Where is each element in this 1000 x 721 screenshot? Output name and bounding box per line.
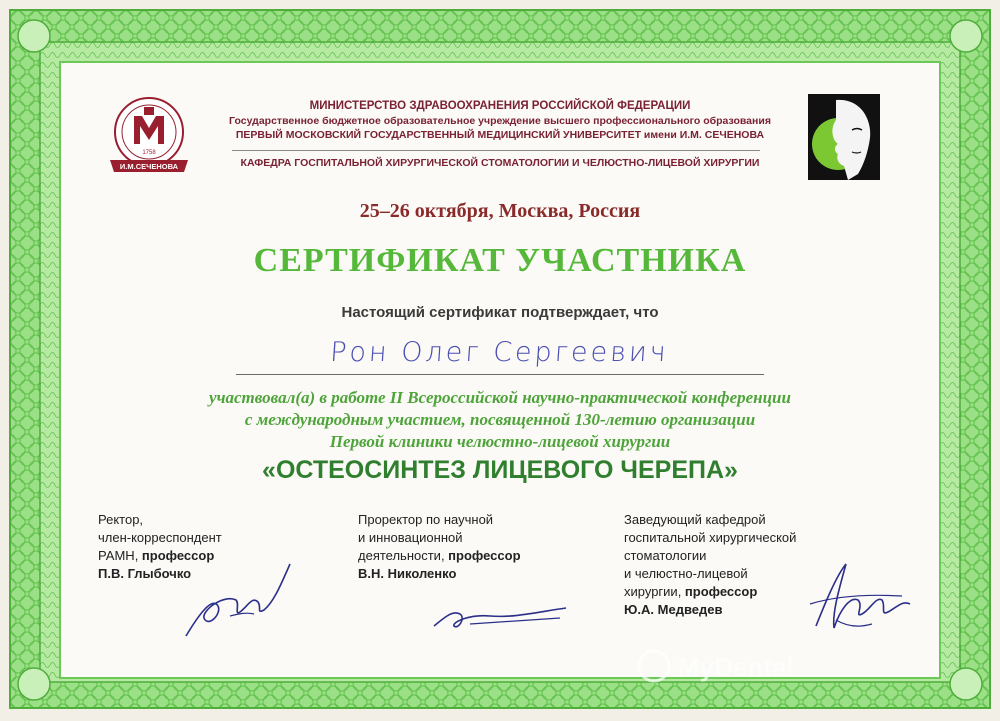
signatory-vice-rector-position: Проректор по научной [358, 512, 494, 527]
header-university: ПЕРВЫЙ МОСКОВСКИЙ ГОСУДАРСТВЕННЫЙ МЕДИЦИНСКИЙ УНИВЕРСИТЕТ имени И.М. СЕЧЕНОВА [235, 129, 765, 141]
svg-text:1758: 1758 [142, 150, 156, 156]
name-underline [236, 374, 764, 375]
certificate-title: СЕРТИФИКАТ УЧАСТНИКА [253, 242, 747, 279]
signatory-rector-position: Ректор, [98, 512, 144, 527]
body-line-2: с международным участием, посвященной 130-летию организации [244, 410, 756, 429]
watermark [634, 646, 934, 686]
signatory-rector-name: П.В. Глыбочко [98, 566, 192, 581]
signatory-department-head [624, 511, 796, 619]
signatory-head-position: Заведующий кафедрой [624, 512, 766, 527]
signatory-vice-rector [358, 511, 521, 583]
signatory-head-degree: хирургии, профессор [624, 584, 758, 599]
signatory-vice-rector-position-2: и инновационной [358, 530, 463, 545]
signatory-head-name: Ю.А. Медведев [624, 602, 723, 617]
signatory-vice-rector-degree: деятельности, профессор [358, 548, 521, 563]
confirmation-text: Настоящий сертификат подтверждает, что [341, 304, 659, 321]
signatory-head-department-3: и челюстно-лицевой [624, 566, 748, 581]
header-department: КАФЕДРА ГОСПИТАЛЬНОЙ ХИРУРГИЧЕСКОЙ СТОМАТОЛОГИИ И ЧЕЛЮСТНО-ЛИЦЕВОЙ ХИРУРГИИ [240, 157, 760, 169]
university-seal-logo [104, 94, 194, 178]
signatory-rector-title: член-корреспондент [98, 530, 222, 545]
recipient-name [316, 331, 686, 371]
event-title: «ОСТЕОСИНТЕЗ ЛИЦЕВОГО ЧЕРЕПА» [262, 456, 738, 484]
signature-department-head [806, 556, 918, 640]
event-date-location: 25–26 октября, Москва, Россия [359, 200, 641, 222]
header-ministry: МИНИСТЕРСТВО ЗДРАВООХРАНЕНИЯ РОССИЙСКОЙ ФЕДЕРАЦИИ [309, 100, 691, 112]
svg-text:И.М.СЕЧЕНОВА: И.М.СЕЧЕНОВА [119, 162, 179, 171]
signature-vice-rector [430, 596, 570, 640]
face-emblem-logo [808, 94, 880, 180]
svg-text:MyDental: MyDental [678, 652, 794, 682]
body-line-3: Первой клиники челюстно-лицевой хирургии [329, 432, 671, 451]
signatory-rector-degree: РАМН, профессор [98, 548, 215, 563]
signature-rector [178, 556, 298, 646]
svg-text:Рон Олег Сергеевич: Рон Олег Сергеевич [329, 337, 670, 368]
body-line-1: участвовал(а) в работе II Всероссийской научно-практической конференции [209, 388, 791, 407]
signatory-head-department-1: госпитальной хирургической [624, 530, 797, 545]
header-divider [232, 150, 760, 151]
signatory-head-department-2: стоматологии [624, 548, 707, 563]
header-institution-type: Государственное бюджетное образовательное учреждение высшего профессионального образования [229, 115, 771, 127]
signatory-vice-rector-name: В.Н. Николенко [358, 566, 457, 581]
